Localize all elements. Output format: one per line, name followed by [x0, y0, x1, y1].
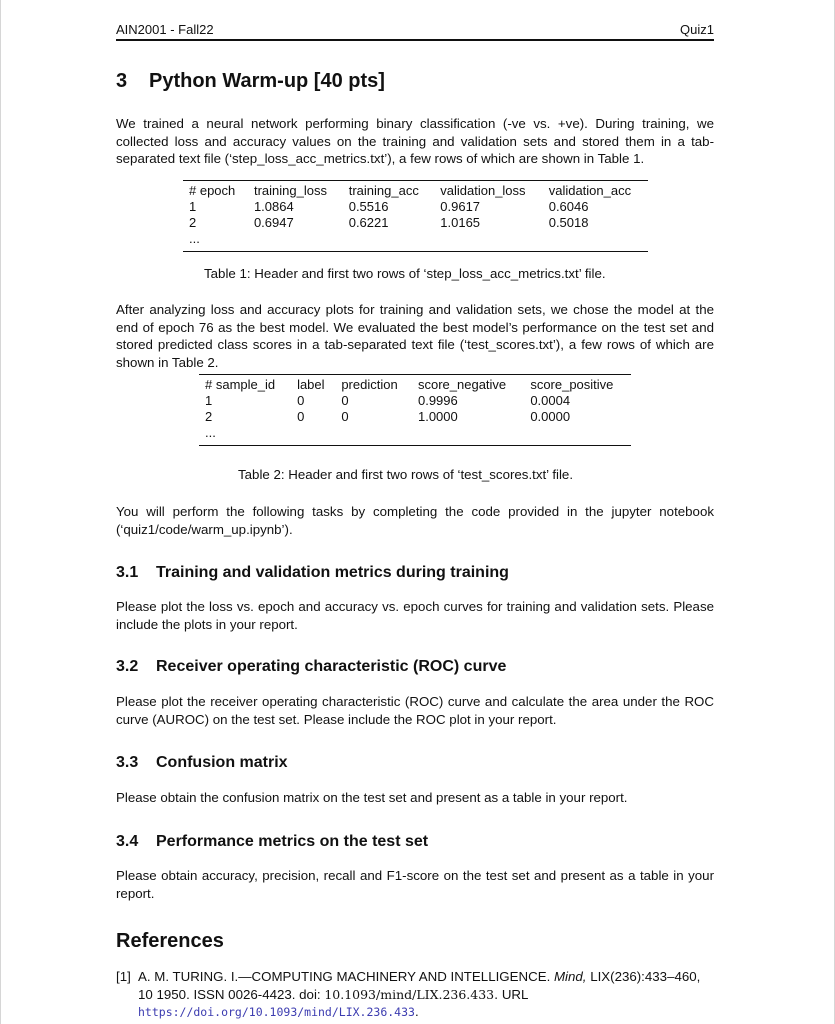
- reference-end: .: [414, 1004, 419, 1019]
- table-row: [183, 214, 648, 230]
- running-header: [116, 22, 714, 37]
- subsection-heading-3-1: [116, 564, 509, 582]
- table-2-header: score_positive: [530, 377, 614, 392]
- reference-url-link[interactable]: https://doi.org/10.1093/mind/LIX.236.433: [138, 1005, 415, 1019]
- table-cell: 2: [189, 215, 197, 230]
- table-cell: 1.0165: [440, 215, 481, 230]
- subsection-number: 3.2: [116, 658, 139, 675]
- table-1-header: training_acc: [348, 183, 419, 198]
- intro-paragraph: We trained a neural network performing binary classification (-ve vs. +ve). During training, we collected loss and accuracy values on the training and validation sets and stored them in a tab-separated text file (‘step_loss_acc_metrics.txt’), a few rows of which are shown in Table 1.: [116, 116, 714, 166]
- table-cell: 0.9617: [440, 199, 481, 214]
- subsection-number: 3.3: [116, 754, 139, 771]
- subsection-number: 3.1: [116, 564, 139, 581]
- table-cell: 0.5516: [348, 199, 389, 214]
- table-cell: 0: [341, 409, 349, 424]
- table-1-header: # epoch: [189, 183, 236, 198]
- table-row: [199, 408, 631, 424]
- table-cell: 0.6947: [253, 215, 294, 230]
- subsection-text-3-4: Please obtain accuracy, precision, recall and F1-score on the test set and present as a table in your report.: [116, 868, 714, 901]
- table-1-caption: Table 1: Header and first two rows of ‘step_loss_acc_metrics.txt’ file.: [204, 266, 606, 281]
- table-row: [183, 230, 648, 252]
- section-number: 3: [116, 70, 128, 92]
- reference-authors-title: A. M. TURING. I.—COMPUTING MACHINERY AND INTELLIGENCE.: [138, 969, 551, 984]
- table-2-header: prediction: [341, 377, 398, 392]
- subsection-text-3-1: Please plot the loss vs. epoch and accuracy vs. epoch curves for training and validation sets. Please include the plots in your report.: [116, 599, 714, 632]
- table-cell: 2: [205, 409, 213, 424]
- table-1-header: validation_loss: [440, 183, 526, 198]
- table-row: [183, 198, 648, 214]
- reference-item: [116, 968, 716, 1022]
- table-1: [183, 180, 648, 252]
- table-cell: 1.0864: [253, 199, 294, 214]
- table-2: [199, 374, 631, 446]
- table-2-caption: Table 2: Header and first two rows of ‘test_scores.txt’ file.: [238, 467, 574, 482]
- table-cell: 0.5018: [548, 215, 589, 230]
- subsection-heading-3-3: [116, 754, 288, 772]
- table-cell: 0: [297, 409, 305, 424]
- table-1-header: validation_acc: [548, 183, 632, 198]
- table-cell: 0: [341, 393, 349, 408]
- subsection-heading-3-2: [116, 658, 506, 676]
- table-ellipsis: ...: [205, 425, 216, 440]
- table-cell: 0.0000: [530, 409, 571, 424]
- table-cell: 0.6046: [548, 199, 589, 214]
- table-cell: 0.0004: [530, 393, 571, 408]
- reference-doi: 10.1093/mind/LIX.236.433.: [324, 986, 499, 1002]
- table-cell: 1.0000: [417, 409, 458, 424]
- table-cell: 0: [297, 393, 305, 408]
- subsection-title: Confusion matrix: [156, 754, 288, 771]
- reference-label: [1]: [116, 969, 131, 984]
- section-title: Python Warm-up [40 pts]: [149, 70, 385, 92]
- table-cell: 1: [205, 393, 213, 408]
- paragraph-best-model: After analyzing loss and accuracy plots for training and validation sets, we chose the model at the end of epoch 76 as the best model. We evaluated the best model’s performance on the test set and stored predicted class scores in a tab-separated text file (‘test_scores.txt’), a few rows of which are shown in Table 2.: [116, 302, 714, 370]
- reference-journal: Mind,: [553, 969, 587, 984]
- table-cell: 1: [189, 199, 197, 214]
- header-rule: [116, 39, 714, 41]
- reference-url-label: URL: [501, 986, 528, 1002]
- table-row: [199, 424, 631, 446]
- section-heading: [116, 70, 385, 93]
- table-row: [199, 392, 631, 408]
- table-1-header: training_loss: [253, 183, 327, 198]
- subsection-number: 3.4: [116, 833, 139, 850]
- table-2-header-row: [199, 375, 631, 393]
- reference-details: LIX(236):433–460, 10 1950. ISSN 0026-4423. doi:: [138, 969, 701, 1002]
- table-2-header: score_negative: [417, 377, 507, 392]
- table-cell: 0.9996: [417, 393, 458, 408]
- table-cell: 0.6221: [348, 215, 389, 230]
- subsection-title: Receiver operating characteristic (ROC) curve: [156, 658, 507, 675]
- table-1-header-row: [183, 181, 648, 199]
- table-2-header: # sample_id: [205, 377, 276, 392]
- subsection-text-3-2: Please plot the receiver operating characteristic (ROC) curve and calculate the area under the ROC curve (AUROC) on the test set. Please include the ROC plot in your report.: [116, 694, 714, 727]
- paragraph-tasks: You will perform the following tasks by completing the code provided in the jupyter notebook (‘quiz1/code/warm_up.ipynb’).: [116, 504, 714, 537]
- header-quiz: Quiz1: [680, 22, 714, 37]
- subsection-title: Training and validation metrics during training: [156, 564, 509, 581]
- header-course: AIN2001 - Fall22: [116, 22, 214, 37]
- references-heading: References: [116, 930, 224, 952]
- subsection-heading-3-4: [116, 833, 428, 851]
- table-2-header: label: [297, 377, 325, 392]
- table-ellipsis: ...: [189, 231, 200, 246]
- subsection-title: Performance metrics on the test set: [156, 833, 429, 850]
- subsection-text-3-3: Please obtain the confusion matrix on the test set and present as a table in your report.: [116, 790, 628, 805]
